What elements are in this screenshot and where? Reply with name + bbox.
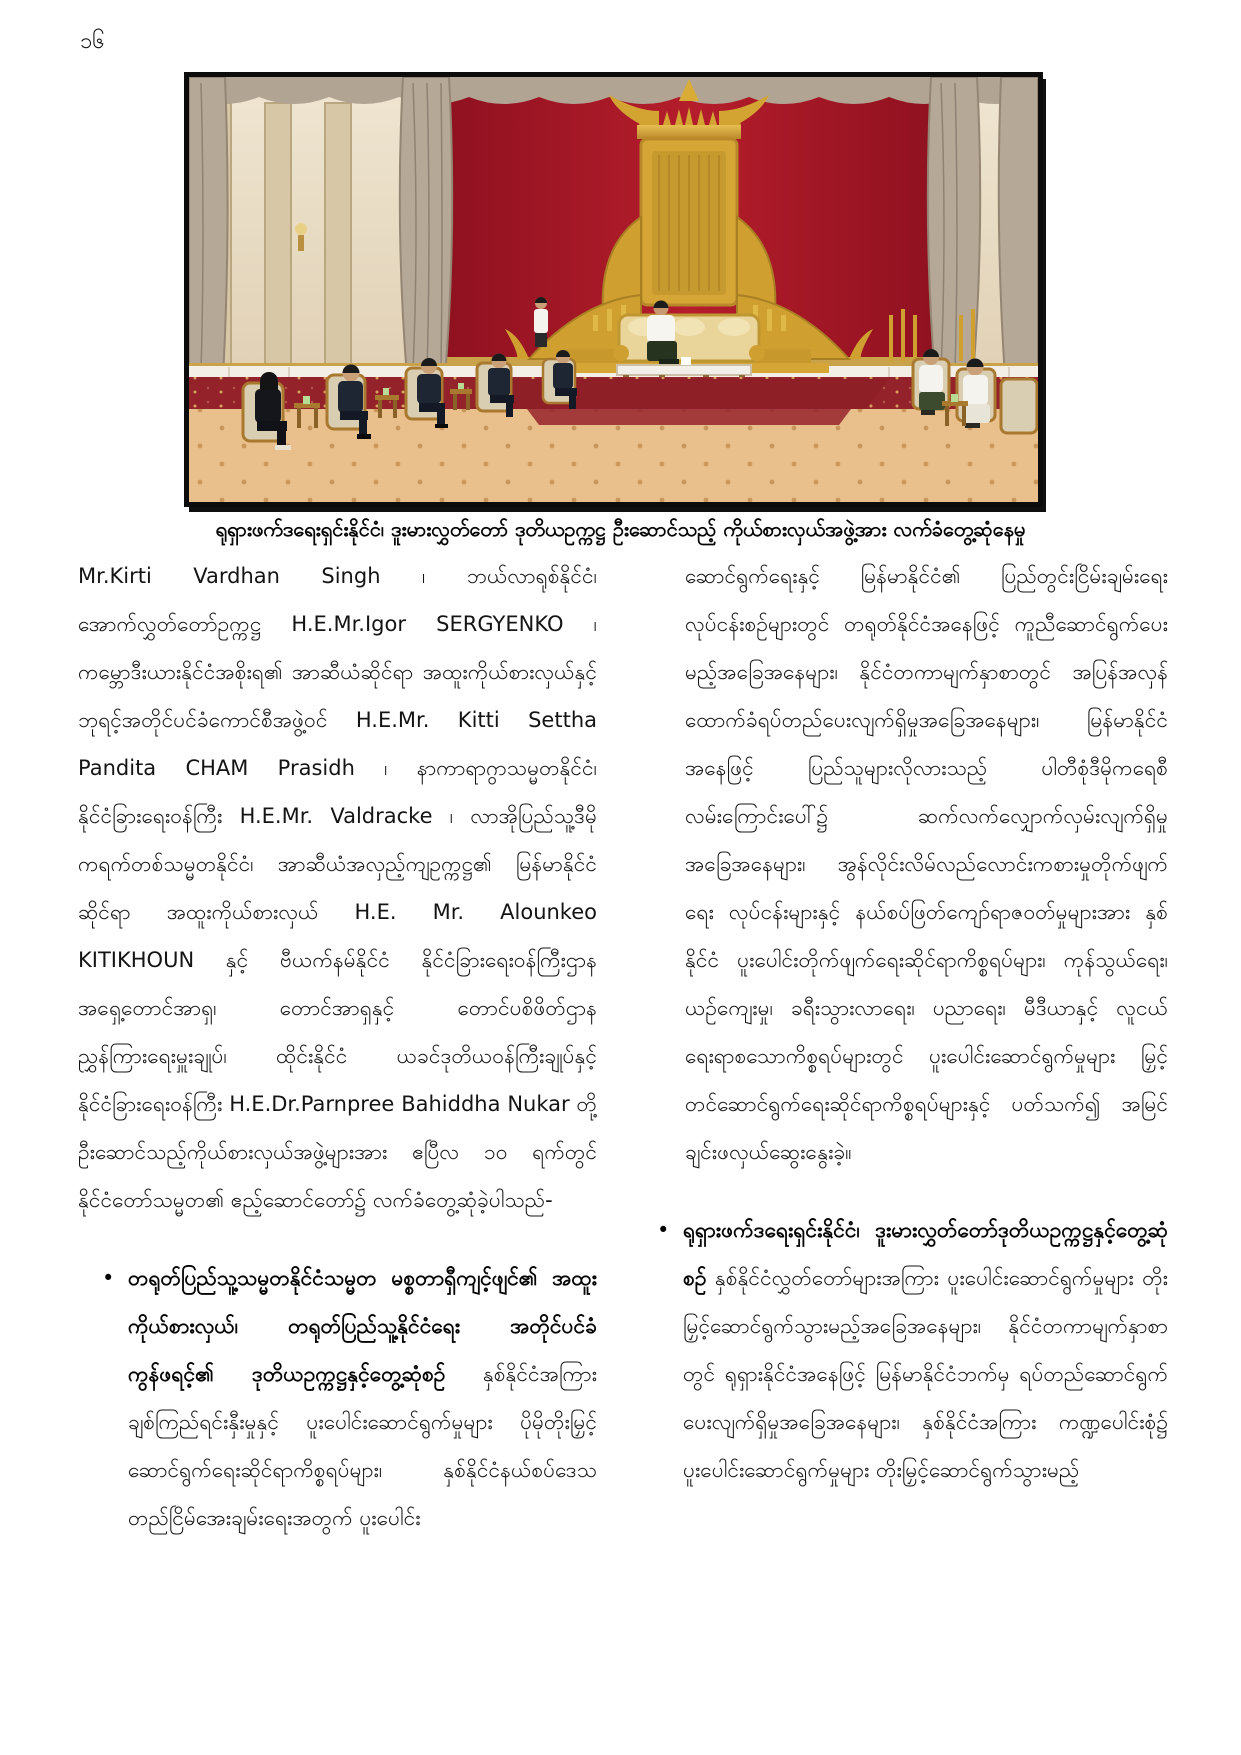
throne-sofa <box>613 315 765 361</box>
meeting-photo-scene <box>189 77 1038 502</box>
standing-attendant <box>534 297 548 347</box>
article-body <box>78 552 1168 1542</box>
bullet-body: နှစ်နိုင်ငံအကြား ချစ်ကြည်ရင်းနှီးမှုနှင့် ပူးပေါင်းဆောင်ရွက်မှုများ ပိုမိုတိုးမြှင့်ဆောင်ရွက်ရေးဆိုင်ရာကိစ္စရပ်များ၊ နှစ်နိုင်ငံနယ်စပ်ဒေသတည်ငြိမ်အေးချမ်းရေးအတွက် ပူးပေါင်း <box>128 1362 597 1530</box>
continuation-paragraph: ဆောင်ရွက်ရေးနှင့် မြန်မာနိုင်ငံ၏ ပြည်တွင်းငြိမ်းချမ်းရေးလုပ်ငန်းစဉ်များတွင် တရုတ်နိုင်ငံအနေဖြင့် ကူညီဆောင်ရွက်ပေးမည့်အခြေအနေများ၊ နိုင်ငံတကာမျက်နှာစာတွင် အပြန်အလှန်ထောက်ခံရပ်တည်ပေးလျက်ရှိမှုအခြေအနေများ၊ မြန်မာနိုင်ငံအနေဖြင့် ပြည်သူများလိုလားသည့် ပါတီစုံဒီမိုကရေစီလမ်းကြောင်းပေါ်၌ ဆက်လက်လျှောက်လှမ်းလျက်ရှိမှုအခြေအနေများ၊ အွန်လိုင်းလိမ်လည်လောင်းကစားမှုတိုက်ဖျက်ရေး လုပ်ငန်းများနှင့် နယ်စပ်ဖြတ်ကျော်ရာဇဝတ်မှုများအား နှစ်နိုင်ငံ ပူးပေါင်းတိုက်ဖျက်ရေးဆိုင်ရာကိစ္စရပ်များ၊ ကုန်သွယ်ရေး၊ ယဉ်ကျေးမှု၊ ခရီးသွားလာရေး၊ ပညာရေး၊ မီဒီယာနှင့် လူငယ်ရေးရာစသောကိစ္စရပ်များတွင် ပူးပေါင်းဆောင်ရွက်မှုများ မြှင့်တင်ဆောင်ရွက်ရေးဆိုင်ရာကိစ္စရပ်များနှင့် ပတ်သက်၍ အမြင်ချင်းဖလှယ်ဆွေးနွေးခဲ့။ <box>685 564 1168 1164</box>
photo-caption: ရုရှားဖက်ဒရေးရှင်းနိုင်ငံ၊ ဒူးမားလွှတ်တော် ဒုတိယဥက္ကဋ္ဌ ဦးဆောင်သည့် ကိုယ်စားလှယ်အဖွဲ့အား လက်ခံတွေ့ဆုံနေမှု <box>215 517 1026 541</box>
bullet-text <box>683 1206 1168 1494</box>
right-column <box>649 552 1168 1494</box>
bullet-body: နှစ်နိုင်ငံလွှတ်တော်များအကြား ပူးပေါင်းဆောင်ရွက်မှုများ တိုးမြှင့်ဆောင်ရွက်သွားမည့်အခြေအနေများ၊ နိုင်ငံတကာမျက်နှာစာတွင် ရုရှားနိုင်ငံအနေဖြင့် မြန်မာနိုင်ငံဘက်မှ ရပ်တည်ဆောင်ရွက်ပေးလျက်ရှိမှုအခြေအနေများ၊ နှစ်နိုင်ငံအကြား ကဏ္ဍပေါင်းစုံ၌ ပူးပေါင်းဆောင်ရွက်မှုများ တိုးမြှင့်ဆောင်ရွက်သွားမည့် <box>683 1266 1168 1482</box>
bullet-item-russia <box>649 1206 1168 1494</box>
bullet-item-china <box>78 1254 597 1542</box>
page-number: ၁၆ <box>80 29 105 54</box>
meeting-photo <box>184 72 1043 507</box>
bullet-bold-lead: တရုတ်ပြည်သူ့သမ္မတနိုင်ငံသမ္မတ မစ္စတာရှီကျင့်ဖျင်၏ အထူးကိုယ်စားလှယ်၊ တရုတ်ပြည်သူ့နိုင်ငံရေး အတိုင်ပင်ခံကွန်ဖရင့်၏ ဒုတိယဥက္ကဋ္ဌနှင့်တွေ့ဆုံစဉ် <box>128 1266 597 1386</box>
left-column <box>78 552 597 1542</box>
intro-paragraph: Mr.Kirti Vardhan Singh ၊ ဘယ်လာရုစ်နိုင်ငံ၊ အောက်လွှတ်တော်ဥက္ကဋ္ဌ H.E.Mr.Igor SERGYENKO ၊ ကမ္ဘောဒီးယားနိုင်ငံအစိုးရ၏ အာဆီယံဆိုင်ရာ အထူးကိုယ်စားလှယ်နှင့် ဘုရင့်အတိုင်ပင်ခံကောင်စီအဖွဲ့ဝင် H.E.Mr. Kitti Settha Pandita CHAM Prasidh ၊ နာကာရာဂွာသမ္မတနိုင်ငံ၊ နိုင်ငံခြားရေးဝန်ကြီး H.E.Mr. Valdracke ၊ လာအိုပြည်သူ့ဒီမိုကရက်တစ်သမ္မတနိုင်ငံ၊ အာဆီယံအလှည့်ကျဥက္ကဋ္ဌ၏ မြန်မာနိုင်ငံဆိုင်ရာ အထူးကိုယ်စားလှယ် H.E. Mr. Alounkeo KITIKHOUN နှင့် ဗီယက်နမ်နိုင်ငံ နိုင်ငံခြားရေးဝန်ကြီးဌာန အရှေ့တောင်အာရှ၊ တောင်အာရှနှင့် တောင်ပစိဖိတ်ဌာန ညွှန်ကြားရေးမှူးချုပ်၊ ထိုင်းနိုင်ငံ ယခင်ဒုတိယဝန်ကြီးချုပ်နှင့် နိုင်ငံခြားရေးဝန်ကြီး H.E.Dr.Parnpree Bahiddha Nukar တို့ ဦးဆောင်သည့်ကိုယ်စားလှယ်အဖွဲ့များအား ဧပြီလ ၁၀ ရက်တွင် နိုင်ငံတော်သမ္မတ၏ ဧည့်ဆောင်တော်၌ လက်ခံတွေ့ဆုံခဲ့ပါသည်- <box>78 564 597 1212</box>
bullet-bold-lead: ရုရှားဖက်ဒရေးရှင်းနိုင်ငံ၊ ဒူးမားလွှတ်တော်ဒုတိယဥက္ကဋ္ဌနှင့်တွေ့ဆုံစဉ် <box>683 1218 1168 1290</box>
bullet-icon: • <box>657 1218 670 1242</box>
bullet-text <box>128 1254 597 1542</box>
bullet-icon: • <box>102 1266 115 1290</box>
red-carpet-fade <box>527 409 851 425</box>
